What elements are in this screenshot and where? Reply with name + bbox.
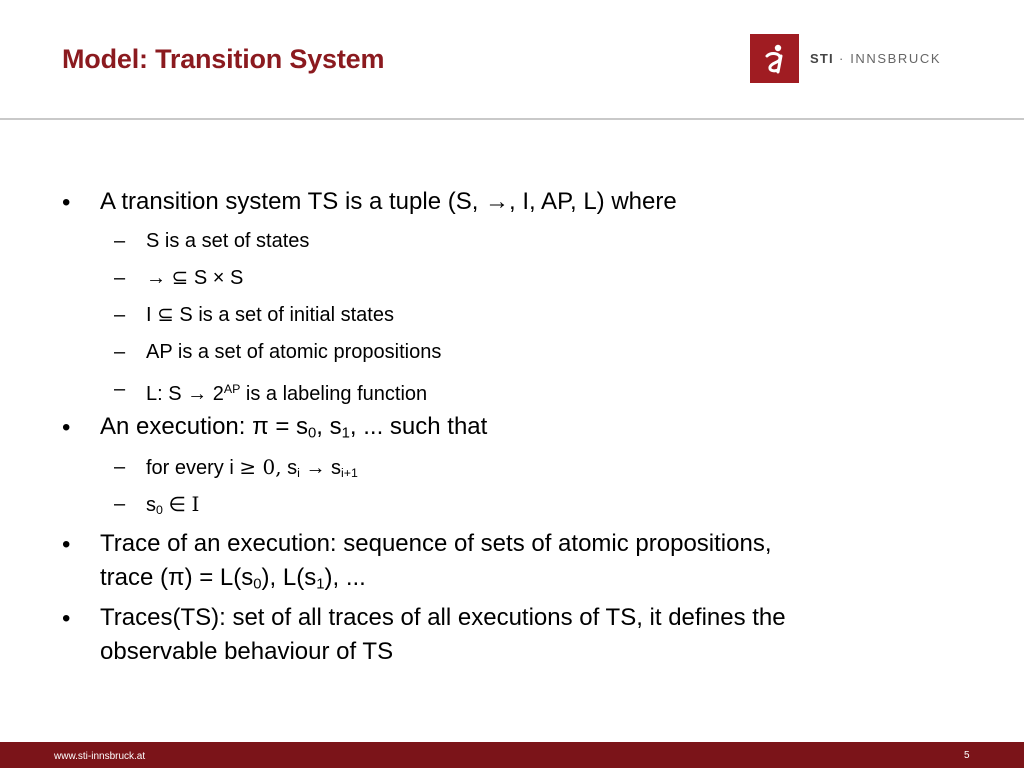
bullet-traces-line2: observable behaviour of TS [100, 638, 394, 665]
sub-bullet-states: S is a set of states [146, 230, 310, 252]
sti-innsbruck-logo [750, 34, 941, 83]
bullet-trace-line2: trace $(\pi) = L(s_0)$, $L(s_1)$, ... [100, 564, 366, 593]
dash-marker: – [114, 341, 126, 363]
header-divider [0, 118, 1024, 120]
bullet-marker: • [62, 189, 71, 216]
dash-marker: – [114, 493, 126, 515]
dash-marker: – [114, 230, 126, 252]
page-number: 5 [964, 750, 970, 761]
dash-marker: – [114, 304, 126, 326]
sub-bullet-initial-states: I ⊆ S is a set of initial states [146, 304, 394, 326]
sub-bullet-atomic-propositions: AP is a set of atomic propositions [146, 341, 442, 363]
dash-marker: – [114, 456, 126, 478]
dash-marker: – [114, 267, 126, 289]
bullet-marker: • [62, 605, 71, 632]
sub-bullet-transition-relation: → ⊆ S × S [146, 267, 244, 289]
bullet-traces-line1: Traces(TS): set of all traces of all executions of TS, it defines the [100, 604, 786, 631]
sti-logo-mark-icon [750, 34, 799, 83]
slide-title: Model: Transition System [62, 44, 385, 74]
footer-url: www.sti-innsbruck.at [54, 751, 146, 762]
sub-bullet-execution-step: for every i ≥ 0, $s_i \to s_{i+1}$ [146, 455, 358, 481]
bullet-transition-system: A transition system TS is a tuple (S, →, I, AP, L) where [100, 188, 677, 215]
footer-bar [0, 742, 1024, 768]
logo-wordmark: STI · INNSBRUCK [810, 51, 942, 66]
sub-bullet-initial-execution: $s_0$ ∈ I [146, 492, 200, 518]
bullet-marker: • [62, 414, 71, 441]
bullet-execution: An execution: $\pi = s_0$, $s_1$, ... such that [100, 413, 488, 442]
bullet-traces-ts [100, 601, 960, 669]
bullet-trace [100, 527, 960, 602]
bullet-trace-line1: Trace of an execution: sequence of sets of atomic propositions, [100, 530, 772, 557]
bullet-marker: • [62, 531, 71, 558]
dash-marker: – [114, 378, 126, 400]
sub-bullet-labeling-function: L: $S \to 2^{AP}$ is a labeling function [146, 382, 428, 405]
